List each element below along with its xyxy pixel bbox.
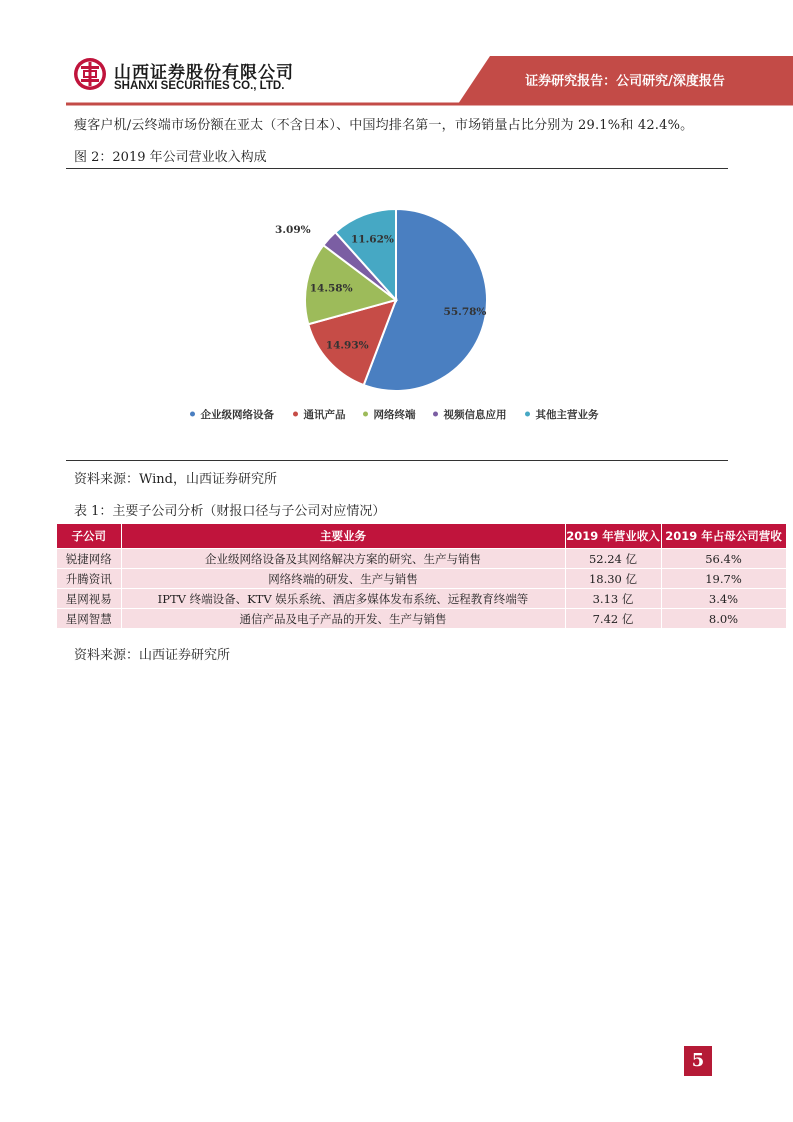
header-banner <box>0 0 793 110</box>
cell-subsidiary: 星网视易 <box>57 589 121 609</box>
slice-label-4: 11.62% <box>351 233 394 246</box>
report-type-tag: 证券研究报告：公司研究/深度报告 <box>525 74 725 89</box>
company-name-cn: 山西证券股份有限公司 <box>114 63 294 83</box>
cell-revenue: 3.13 亿 <box>565 589 661 609</box>
figure-source: 资料来源：Wind，山西证券研究所 <box>74 472 277 487</box>
legend-label-2: 网络终端 <box>373 409 416 421</box>
cell-subsidiary: 升腾资讯 <box>57 569 121 589</box>
table-row <box>57 549 786 569</box>
legend-label-3: 视频信息应用 <box>443 409 507 421</box>
cell-business: IPTV 终端设备、KTV 娱乐系统、酒店多媒体发布系统、远程教育终端等 <box>121 589 565 609</box>
table-row <box>57 609 786 629</box>
cell-share: 3.4% <box>661 589 786 609</box>
cell-share: 8.0% <box>661 609 786 629</box>
table-row <box>57 569 786 589</box>
table-row <box>57 589 786 609</box>
page-number: 5 <box>684 1046 712 1076</box>
company-logo-icon <box>73 57 107 91</box>
cell-subsidiary: 星网智慧 <box>57 609 121 629</box>
slice-label-2: 14.58% <box>309 282 353 295</box>
body-paragraph: 瘦客户机/云终端市场份额在亚太（不含日本）、中国均排名第一，市场销量占比分别为 29.1%和 42.4%。 <box>74 118 694 133</box>
company-name-en: SHANXI SECURITIES CO., LTD. <box>114 80 285 92</box>
cell-revenue: 18.30 亿 <box>565 569 661 589</box>
col-header-subsidiary: 子公司 <box>57 524 121 549</box>
slice-label-0: 55.78% <box>443 306 487 319</box>
slice-label-1: 14.93% <box>325 339 369 352</box>
col-header-business: 主要业务 <box>121 524 565 549</box>
legend-swatch-1 <box>293 412 298 417</box>
legend-label-1: 通讯产品 <box>303 409 346 421</box>
revenue-pie-chart <box>66 172 728 460</box>
cell-business: 通信产品及电子产品的开发、生产与销售 <box>121 609 565 629</box>
legend-swatch-2 <box>363 412 368 417</box>
cell-subsidiary: 锐捷网络 <box>57 549 121 569</box>
subsidiary-table <box>57 524 787 628</box>
cell-share: 56.4% <box>661 549 786 569</box>
col-header-revenue: 2019 年营业收入 <box>565 524 661 549</box>
slice-label-3: 3.09% <box>275 223 311 236</box>
legend-label-4: 其他主营业务 <box>535 409 599 421</box>
cell-revenue: 7.42 亿 <box>565 609 661 629</box>
figure-top-rule <box>66 168 728 169</box>
col-header-share: 2019 年占母公司营收 <box>661 524 786 549</box>
legend-swatch-0 <box>190 412 195 417</box>
cell-share: 19.7% <box>661 569 786 589</box>
table-caption: 表 1：主要子公司分析（财报口径与子公司对应情况） <box>74 504 386 519</box>
figure-bottom-rule <box>66 460 728 461</box>
table-header-row <box>57 524 786 549</box>
legend-label-0: 企业级网络设备 <box>200 409 274 421</box>
legend-swatch-3 <box>433 412 438 417</box>
table-source: 资料来源：山西证券研究所 <box>74 648 231 663</box>
cell-business: 企业级网络设备及其网络解决方案的研究、生产与销售 <box>121 549 565 569</box>
cell-revenue: 52.24 亿 <box>565 549 661 569</box>
cell-business: 网络终端的研发、生产与销售 <box>121 569 565 589</box>
figure-caption: 图 2：2019 年公司营业收入构成 <box>74 150 267 165</box>
legend-swatch-4 <box>525 412 530 417</box>
